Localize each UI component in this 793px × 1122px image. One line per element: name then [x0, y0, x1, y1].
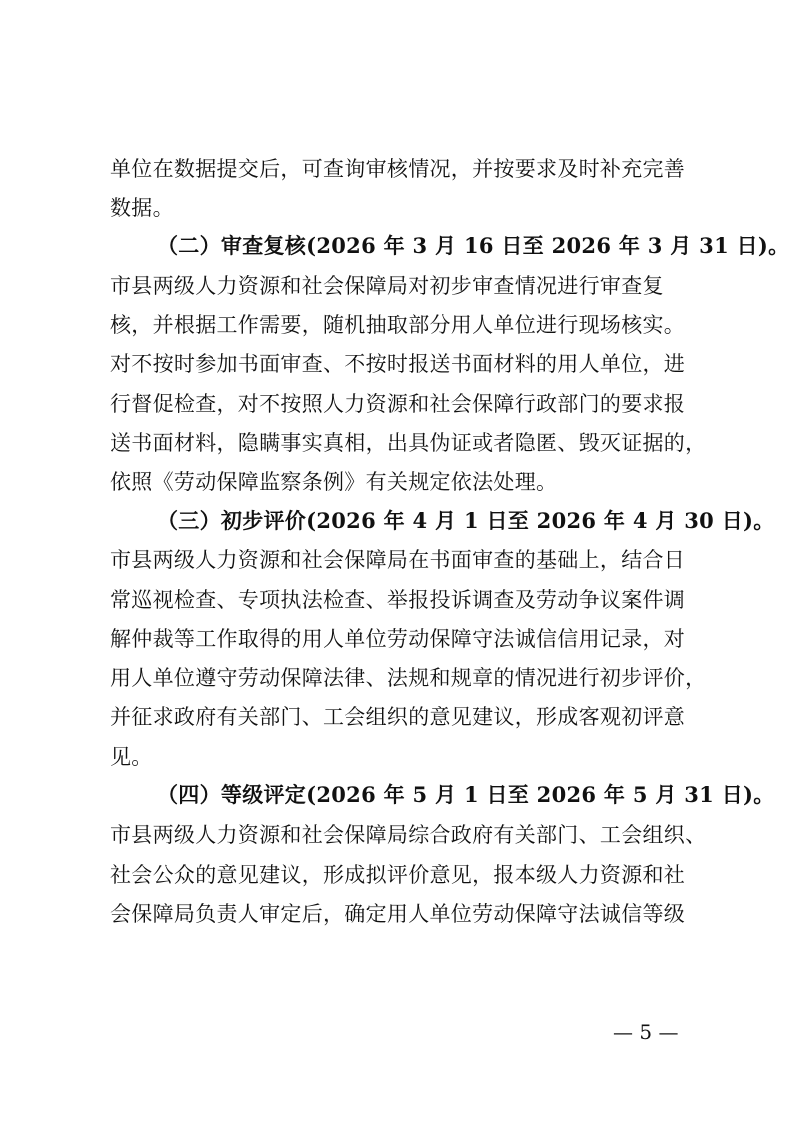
- body-line: 并征求政府有关部门、工会组织的意见建议，形成客观初评意: [110, 705, 686, 729]
- body-line: 市县两级人力资源和社会保障局在书面审查的基础上，结合日: [110, 548, 686, 572]
- body-line: 单位在数据提交后，可查询审核情况，并按要求及时补充完善: [110, 157, 686, 181]
- body-line: 见。: [110, 745, 153, 769]
- body-line: 行督促检查，对不按照人力资源和社会保障行政部门的要求报: [110, 392, 686, 416]
- body-line: 对不按时参加书面审查、不按时报送书面材料的用人单位，进: [110, 352, 686, 376]
- section-heading-grade-assessment: （四）等级评定(2026 年 5 月 1 日至 2026 年 5 月 31 日)。: [157, 782, 775, 807]
- body-line: 解仲裁等工作取得的用人单位劳动保障守法诚信信用记录，对: [110, 627, 686, 651]
- body-line: 常巡视检查、专项执法检查、举报投诉调查及劳动争议案件调: [110, 588, 686, 612]
- body-line: 数据。: [110, 196, 174, 220]
- body-line: 市县两级人力资源和社会保障局对初步审查情况进行审查复: [110, 274, 664, 298]
- body-line: 送书面材料，隐瞒事实真相，出具伪证或者隐匿、毁灭证据的，: [110, 431, 707, 455]
- page-number: — 5 —: [613, 1020, 679, 1044]
- section-heading-review: （二）审查复核(2026 年 3 月 16 日至 2026 年 3 月 31 日)。: [157, 233, 790, 258]
- body-line: 核，并根据工作需要，随机抽取部分用人单位进行现场核实。: [110, 313, 686, 337]
- body-line: 依照《劳动保障监察条例》有关规定依法处理。: [110, 470, 558, 494]
- body-line: 市县两级人力资源和社会保障局综合政府有关部门、工会组织、: [110, 823, 707, 847]
- body-line: 社会公众的意见建议，形成拟评价意见，报本级人力资源和社: [110, 863, 686, 887]
- body-line: 用人单位遵守劳动保障法律、法规和规章的情况进行初步评价，: [110, 666, 707, 690]
- body-line: 会保障局负责人审定后，确定用人单位劳动保障守法诚信等级: [110, 902, 686, 926]
- section-heading-initial-evaluation: （三）初步评价(2026 年 4 月 1 日至 2026 年 4 月 30 日)。: [157, 508, 775, 533]
